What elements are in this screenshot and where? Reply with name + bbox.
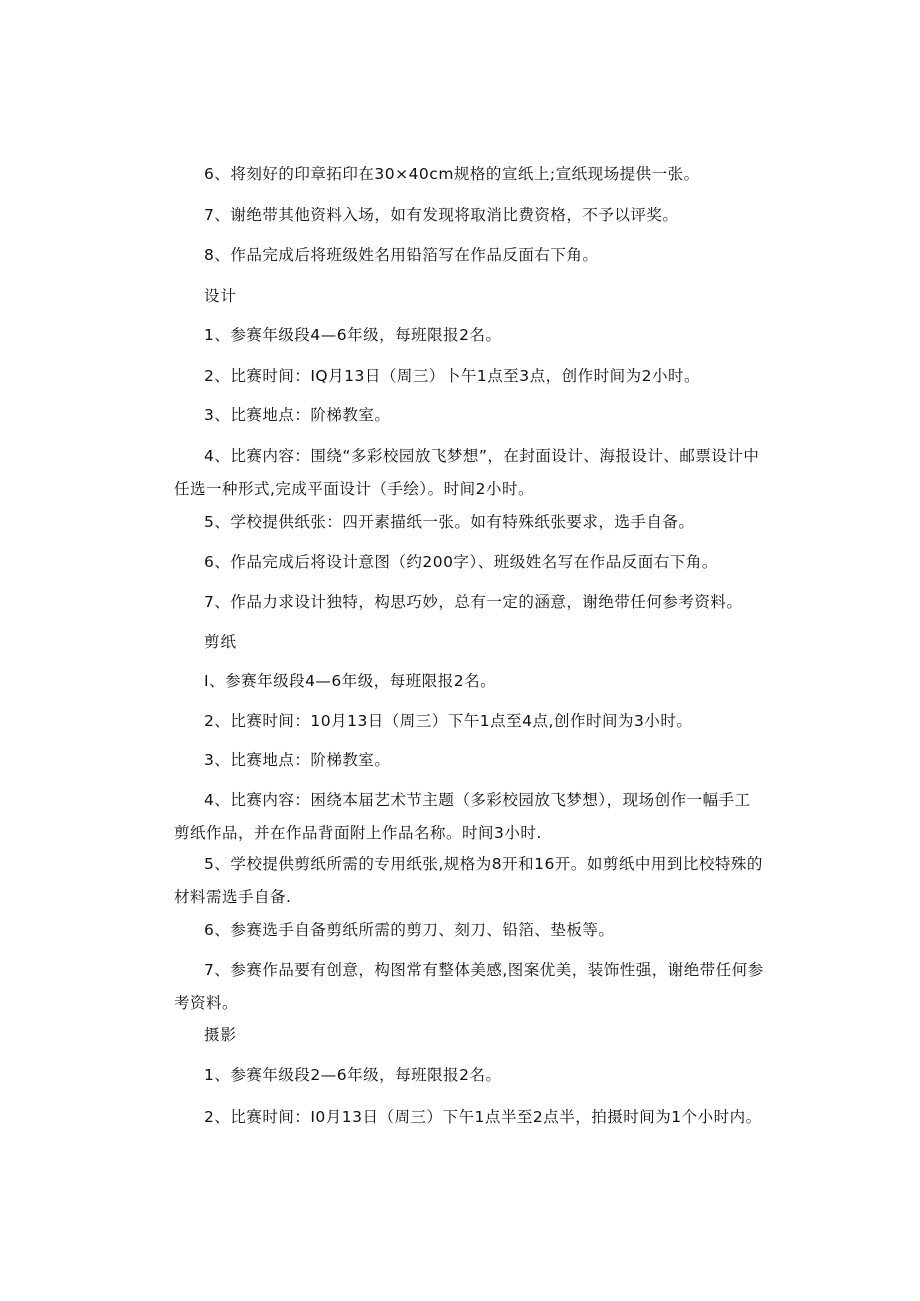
rule-item: 8、作品完成后将班级姓名用铅箔写在作品反面右下角。 — [204, 246, 599, 264]
rule-item: 2、比赛时间：I0月13日（周三）下午1点半至2点半，拍摄时间为1个小时内。 — [204, 1108, 762, 1126]
rule-item: 1、参赛年级段4—6年级，每班限报2名。 — [204, 326, 502, 344]
section-heading-design: 设计 — [204, 287, 238, 305]
rule-item: 7、谢绝带其他资料入场，如有发现将取消比费资格，不予以评奖。 — [204, 206, 679, 224]
rule-item: 4、比赛内容：围绕“多彩校园放飞梦想”，在封面设计、海报设计、邮票设计中任选一种形式,完成平面设计（手绘）。时间2小时。 — [174, 447, 760, 498]
section-heading-papercut: 剪纸 — [204, 633, 238, 651]
rule-item: 7、作品力求设计独特，构思巧妙，总有一定的涵意，谢绝带任何参考资料。 — [204, 593, 743, 611]
rule-item: 6、参赛选手自备剪纸所需的剪刀、刻刀、铅箔、垫板等。 — [204, 921, 615, 939]
rule-item: 6、将刻好的印章拓印在30×40cm规格的宣纸上;宣纸现场提供一张。 — [204, 165, 700, 183]
rule-item: 2、比赛时间：10月13日（周三）下午1点至4点,创作时间为3小时。 — [204, 712, 693, 730]
rule-item: 3、比赛地点：阶梯教室。 — [204, 751, 391, 769]
rule-item: 6、作品完成后将设计意图（约200字）、班级姓名写在作品反面右下角。 — [204, 553, 718, 571]
rule-item: 3、比赛地点：阶梯教室。 — [204, 406, 391, 424]
rule-item: 5、学校提供纸张：四开素描纸一张。如有特殊纸张要求，选手自备。 — [204, 513, 695, 531]
section-heading-photography: 摄影 — [204, 1026, 238, 1044]
rule-item: 4、比赛内容：困绕本届艺术节主题（多彩校园放飞梦想），现场创作一幅手工剪纸作品，并在作品背面附上作品名称。时间3小时. — [174, 791, 751, 842]
rule-item: 2、比赛时间：IQ月13日（周三）卜午1点至3点，创作时间为2小时。 — [204, 367, 700, 385]
rule-item: 1、参赛年级段2—6年级，每班限报2名。 — [204, 1066, 502, 1084]
rule-item: 5、学校提供剪纸所需的专用纸张,规格为8开和16开。如剪纸中用到比校特殊的材料需选手自备. — [174, 855, 763, 906]
rule-item: I、参赛年级段4—6年级，每班限报2名。 — [204, 672, 497, 690]
rule-item: 7、参赛作品要有创意，构图常有整体美感,图案优美，装饰性强，谢绝带任何参考资料。 — [174, 961, 764, 1012]
